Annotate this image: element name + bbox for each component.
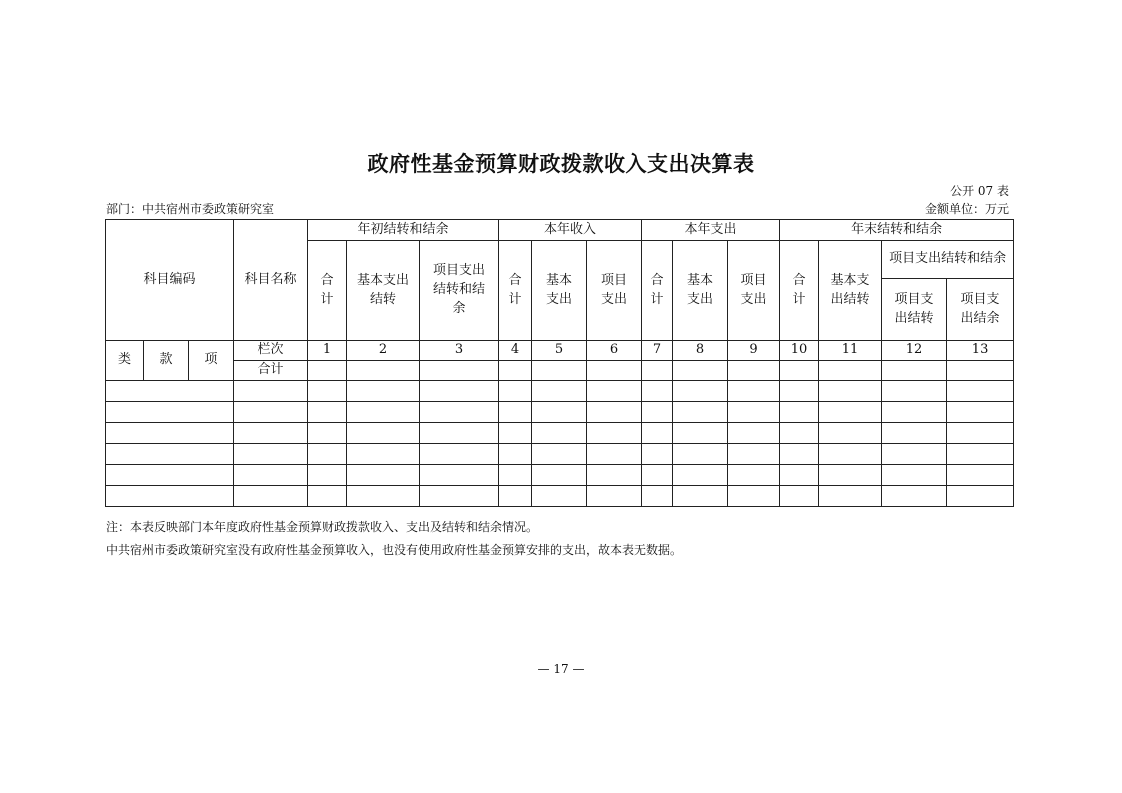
expense-basic-header: 基本支出 [673,241,728,341]
table-cell [532,486,587,507]
table-cell [819,486,882,507]
table-cell [882,381,947,402]
income-basic-header: 基本支出 [532,241,587,341]
column-number: 10 [780,341,819,361]
table-cell [947,444,1014,465]
table-cell [642,381,673,402]
ending-project-carryover-header: 项目支出结转 [882,279,947,341]
table-cell [882,465,947,486]
table-cell [308,444,347,465]
code-kuan: 款 [144,341,189,381]
current-income-header: 本年收入 [499,220,642,241]
table-note: 注：本表反映部门本年度政府性基金预算财政拨款收入、支出及结转和结余情况。 [106,520,539,534]
table-cell [728,381,780,402]
table-cell [532,465,587,486]
table-cell [347,423,420,444]
table-cell [420,381,499,402]
current-expense-header: 本年支出 [642,220,780,241]
table-cell [234,402,308,423]
form-number: 公开 07 表 [950,184,1009,198]
column-number: 12 [882,341,947,361]
column-number: 6 [587,341,642,361]
table-cell [587,486,642,507]
expense-project-header: 项目支出 [728,241,780,341]
table-cell [106,423,234,444]
table-cell [234,423,308,444]
table-cell [947,381,1014,402]
table-cell [347,402,420,423]
table-cell [234,444,308,465]
column-number: 3 [420,341,499,361]
ending-project-group-header: 项目支出结转和结余 [882,241,1014,279]
column-number: 13 [947,341,1014,361]
table-cell [728,486,780,507]
page-title: 政府性基金预算财政拨款收入支出决算表 [367,152,755,176]
table-cell [819,361,882,381]
table-cell [728,444,780,465]
table-cell [420,361,499,381]
table-cell [347,444,420,465]
table-cell [673,486,728,507]
table-cell [728,423,780,444]
table-cell [673,465,728,486]
table-cell [780,402,819,423]
table-row [106,381,1014,402]
table-cell [882,423,947,444]
ending-basic-carryover-header: 基本支出结转 [819,241,882,341]
table-cell [882,402,947,423]
table-cell [234,381,308,402]
table-cell [532,423,587,444]
table-cell [780,361,819,381]
table-cell [499,486,532,507]
table-cell [420,402,499,423]
table-cell [642,444,673,465]
table-cell [780,465,819,486]
table-cell [728,402,780,423]
table-cell [587,402,642,423]
table-cell [499,444,532,465]
table-row [106,423,1014,444]
table-cell [234,486,308,507]
table-cell [642,465,673,486]
page-number: — 17 — [537,662,585,676]
table-cell [308,465,347,486]
table-cell [587,423,642,444]
table-cell [234,465,308,486]
department-label: 部门：中共宿州市委政策研究室 [106,202,275,216]
column-number: 2 [347,341,420,361]
table-cell [106,444,234,465]
code-lei: 类 [106,341,144,381]
subject-code-header: 科目编码 [106,220,234,341]
column-number: 8 [673,341,728,361]
beginning-balance-header: 年初结转和结余 [308,220,499,241]
amount-unit-label: 金额单位：万元 [924,202,1009,216]
table-cell [420,444,499,465]
header-row-groups [106,220,1014,241]
table-cell [308,402,347,423]
table-cell [819,381,882,402]
table-cell [587,444,642,465]
table-cell [819,465,882,486]
table-cell [532,444,587,465]
table-cell [532,402,587,423]
table-row [106,465,1014,486]
table-cell [420,423,499,444]
table-cell [499,402,532,423]
column-number: 7 [642,341,673,361]
table-cell [106,402,234,423]
table-cell [642,402,673,423]
table-cell [947,486,1014,507]
ending-total-header: 合计 [780,241,819,341]
no-data-statement: 中共宿州市委政策研究室没有政府性基金预算收入，也没有使用政府性基金预算安排的支出，故本表无数据。 [106,543,683,557]
table-cell [587,465,642,486]
table-cell [347,486,420,507]
table-cell [819,423,882,444]
table-cell [882,361,947,381]
table-cell [308,381,347,402]
table-cell [728,361,780,381]
table-cell [642,423,673,444]
table-cell [308,423,347,444]
table-cell [947,402,1014,423]
table-cell [780,423,819,444]
column-number: 4 [499,341,532,361]
table-cell [882,486,947,507]
ending-balance-header: 年末结转和结余 [780,220,1014,241]
total-label: 合计 [234,361,308,381]
column-number: 9 [728,341,780,361]
total-row [106,361,1014,381]
table-cell [947,361,1014,381]
expense-total-header: 合计 [642,241,673,341]
table-cell [673,444,728,465]
beginning-basic-carryover-header: 基本支出结转 [347,241,420,341]
table-cell [673,423,728,444]
table-cell [499,465,532,486]
table-cell [673,361,728,381]
table-cell [673,402,728,423]
table-row [106,486,1014,507]
income-total-header: 合计 [499,241,532,341]
budget-table [105,219,1014,507]
column-number: 5 [532,341,587,361]
table-cell [532,361,587,381]
table-cell [819,444,882,465]
column-number: 1 [308,341,347,361]
table-cell [587,361,642,381]
table-cell [106,381,234,402]
table-cell [420,486,499,507]
table-cell [308,486,347,507]
lanci-label: 栏次 [234,341,308,361]
income-project-header: 项目支出 [587,241,642,341]
table-row [106,444,1014,465]
table-cell [947,465,1014,486]
subject-name-header: 科目名称 [234,220,308,341]
table-cell [106,486,234,507]
table-cell [947,423,1014,444]
table-cell [347,465,420,486]
table-cell [819,402,882,423]
table-cell [106,465,234,486]
table-cell [499,361,532,381]
table-row [106,402,1014,423]
table-cell [728,465,780,486]
table-cell [347,381,420,402]
table-cell [499,381,532,402]
table-cell [780,444,819,465]
table-cell [882,444,947,465]
table-cell [673,381,728,402]
table-cell [642,361,673,381]
table-cell [532,381,587,402]
column-number: 11 [819,341,882,361]
table-cell [780,381,819,402]
table-cell [347,361,420,381]
table-cell [420,465,499,486]
table-cell [642,486,673,507]
table-cell [499,423,532,444]
beginning-project-carryover-header: 项目支出结转和结余 [420,241,499,341]
ending-project-balance-header: 项目支出结余 [947,279,1014,341]
beginning-total-header: 合计 [308,241,347,341]
table-cell [587,381,642,402]
table-cell [780,486,819,507]
code-xiang: 项 [189,341,234,381]
table-cell [308,361,347,381]
column-number-row [106,341,1014,361]
